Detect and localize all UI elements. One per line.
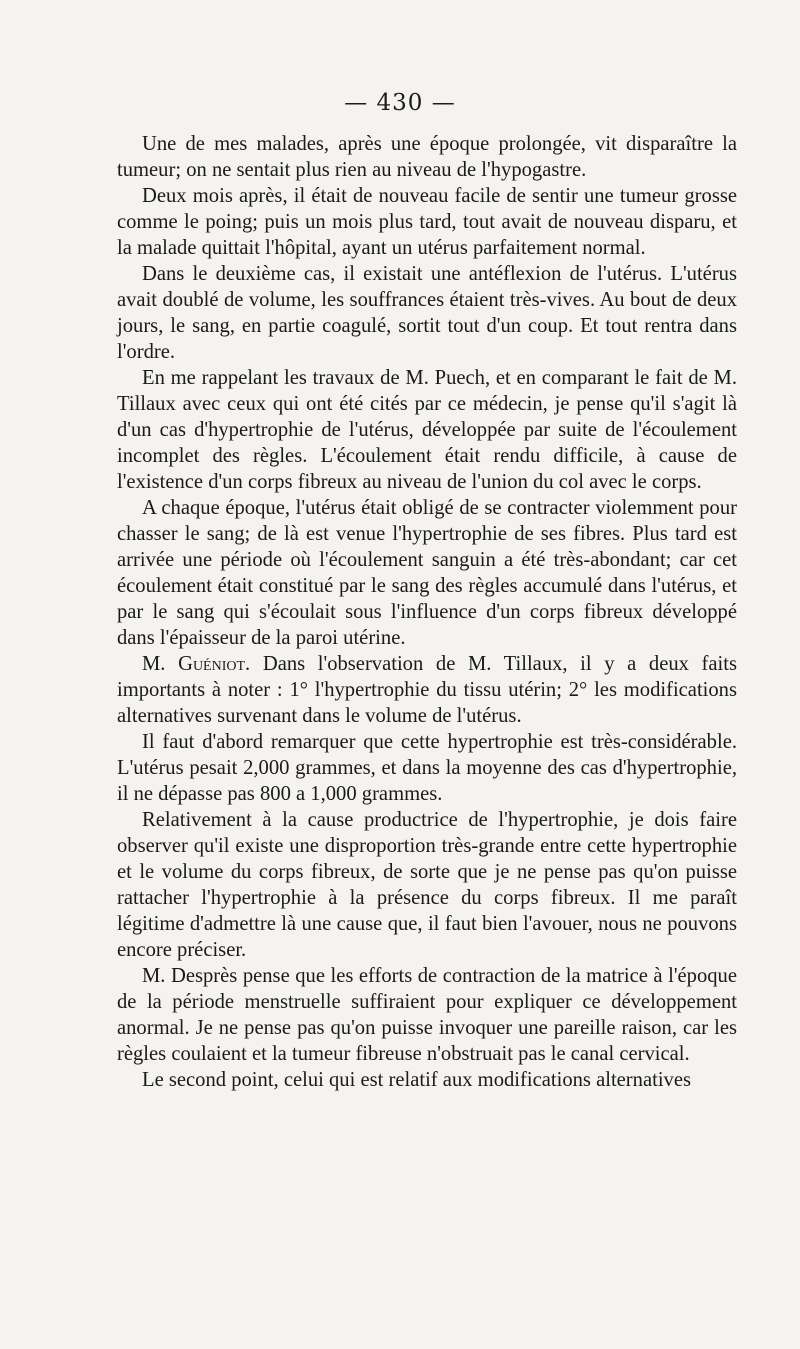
paragraph: Une de mes malades, après une époque prolongée, vit disparaître la tumeur; on ne sentait plus rien au niveau de l'hypogastre. bbox=[117, 133, 737, 181]
body-text bbox=[117, 131, 737, 1093]
paragraph: En me rappelant les travaux de M. Puech, et en comparant le fait de M. Tillaux avec ceux qui ont été cités par ce médecin, je pense qu'il s'agit là d'un cas d'hypertrophie de l'utérus, développée par suite de l'écoulement incomplet des règles. L'écoulement était rendu difficile, à cause de l'existence d'un corps fibreux au niveau de l'union du col avec le corps. bbox=[117, 367, 737, 493]
speaker-text: Dans l'observation de M. Tillaux, il y a deux faits importants à noter : 1° l'hypertrophie du tissu utérin; 2° les modifications alternatives survenant dans le volume de l'utérus. bbox=[117, 653, 738, 727]
speaker-paragraph bbox=[117, 651, 737, 729]
paragraph: A chaque époque, l'utérus était obligé de se contracter violemment pour chasser le sang; de là est venue l'hypertrophie de ses fibres. Plus tard est arrivée une période où l'écoulement sanguin a été très-abondant; car cet écoulement était constitué par le sang des règles accumulé dans l'utérus, et par le sang qui s'écoulait sous l'influence d'un corps fibreux développé dans l'épaisseur de la paroi utérine. bbox=[117, 497, 737, 649]
paragraph: Dans le deuxième cas, il existait une antéflexion de l'utérus. L'utérus avait doublé de volume, les souffrances étaient très-vives. Au bout de deux jours, le sang, en partie coagulé, sortit tout d'un coup. Et tout rentra dans l'ordre. bbox=[117, 263, 737, 363]
paragraph: M. Desprès pense que les efforts de contraction de la matrice à l'époque de la période menstruelle suffiraient pour expliquer ce développement anormal. Je ne pense pas qu'on puisse invoquer une pareille raison, car les règles coulaient et la tumeur fibreuse n'obstruait pas le canal cervical. bbox=[117, 965, 737, 1065]
speaker-name: M. Guéniot. bbox=[142, 653, 251, 675]
paragraph: Relativement à la cause productrice de l'hypertrophie, je dois faire observer qu'il existe une disproportion très-grande entre cette hypertrophie et le volume du corps fibreux, de sorte que je ne pense pas qu'on puisse rattacher l'hypertrophie à la présence du corps fibreux. Il me paraît légitime d'admettre là une cause que, il faut bien l'avouer, nous ne pouvons encore préciser. bbox=[117, 809, 737, 961]
paragraph: Deux mois après, il était de nouveau facile de sentir une tumeur grosse comme le poing; puis un mois plus tard, tout avait de nouveau disparu, et la malade quittait l'hôpital, ayant un utérus parfaitement normal. bbox=[117, 185, 737, 259]
paragraph: Il faut d'abord remarquer que cette hypertrophie est très-considérable. L'utérus pesait 2,000 grammes, et dans la moyenne des cas d'hypertrophie, il ne dépasse pas 800 a 1,000 grammes. bbox=[117, 731, 737, 805]
paragraph: Le second point, celui qui est relatif aux modifications alternatives bbox=[142, 1069, 691, 1091]
page-number: — 430 — bbox=[344, 90, 456, 116]
